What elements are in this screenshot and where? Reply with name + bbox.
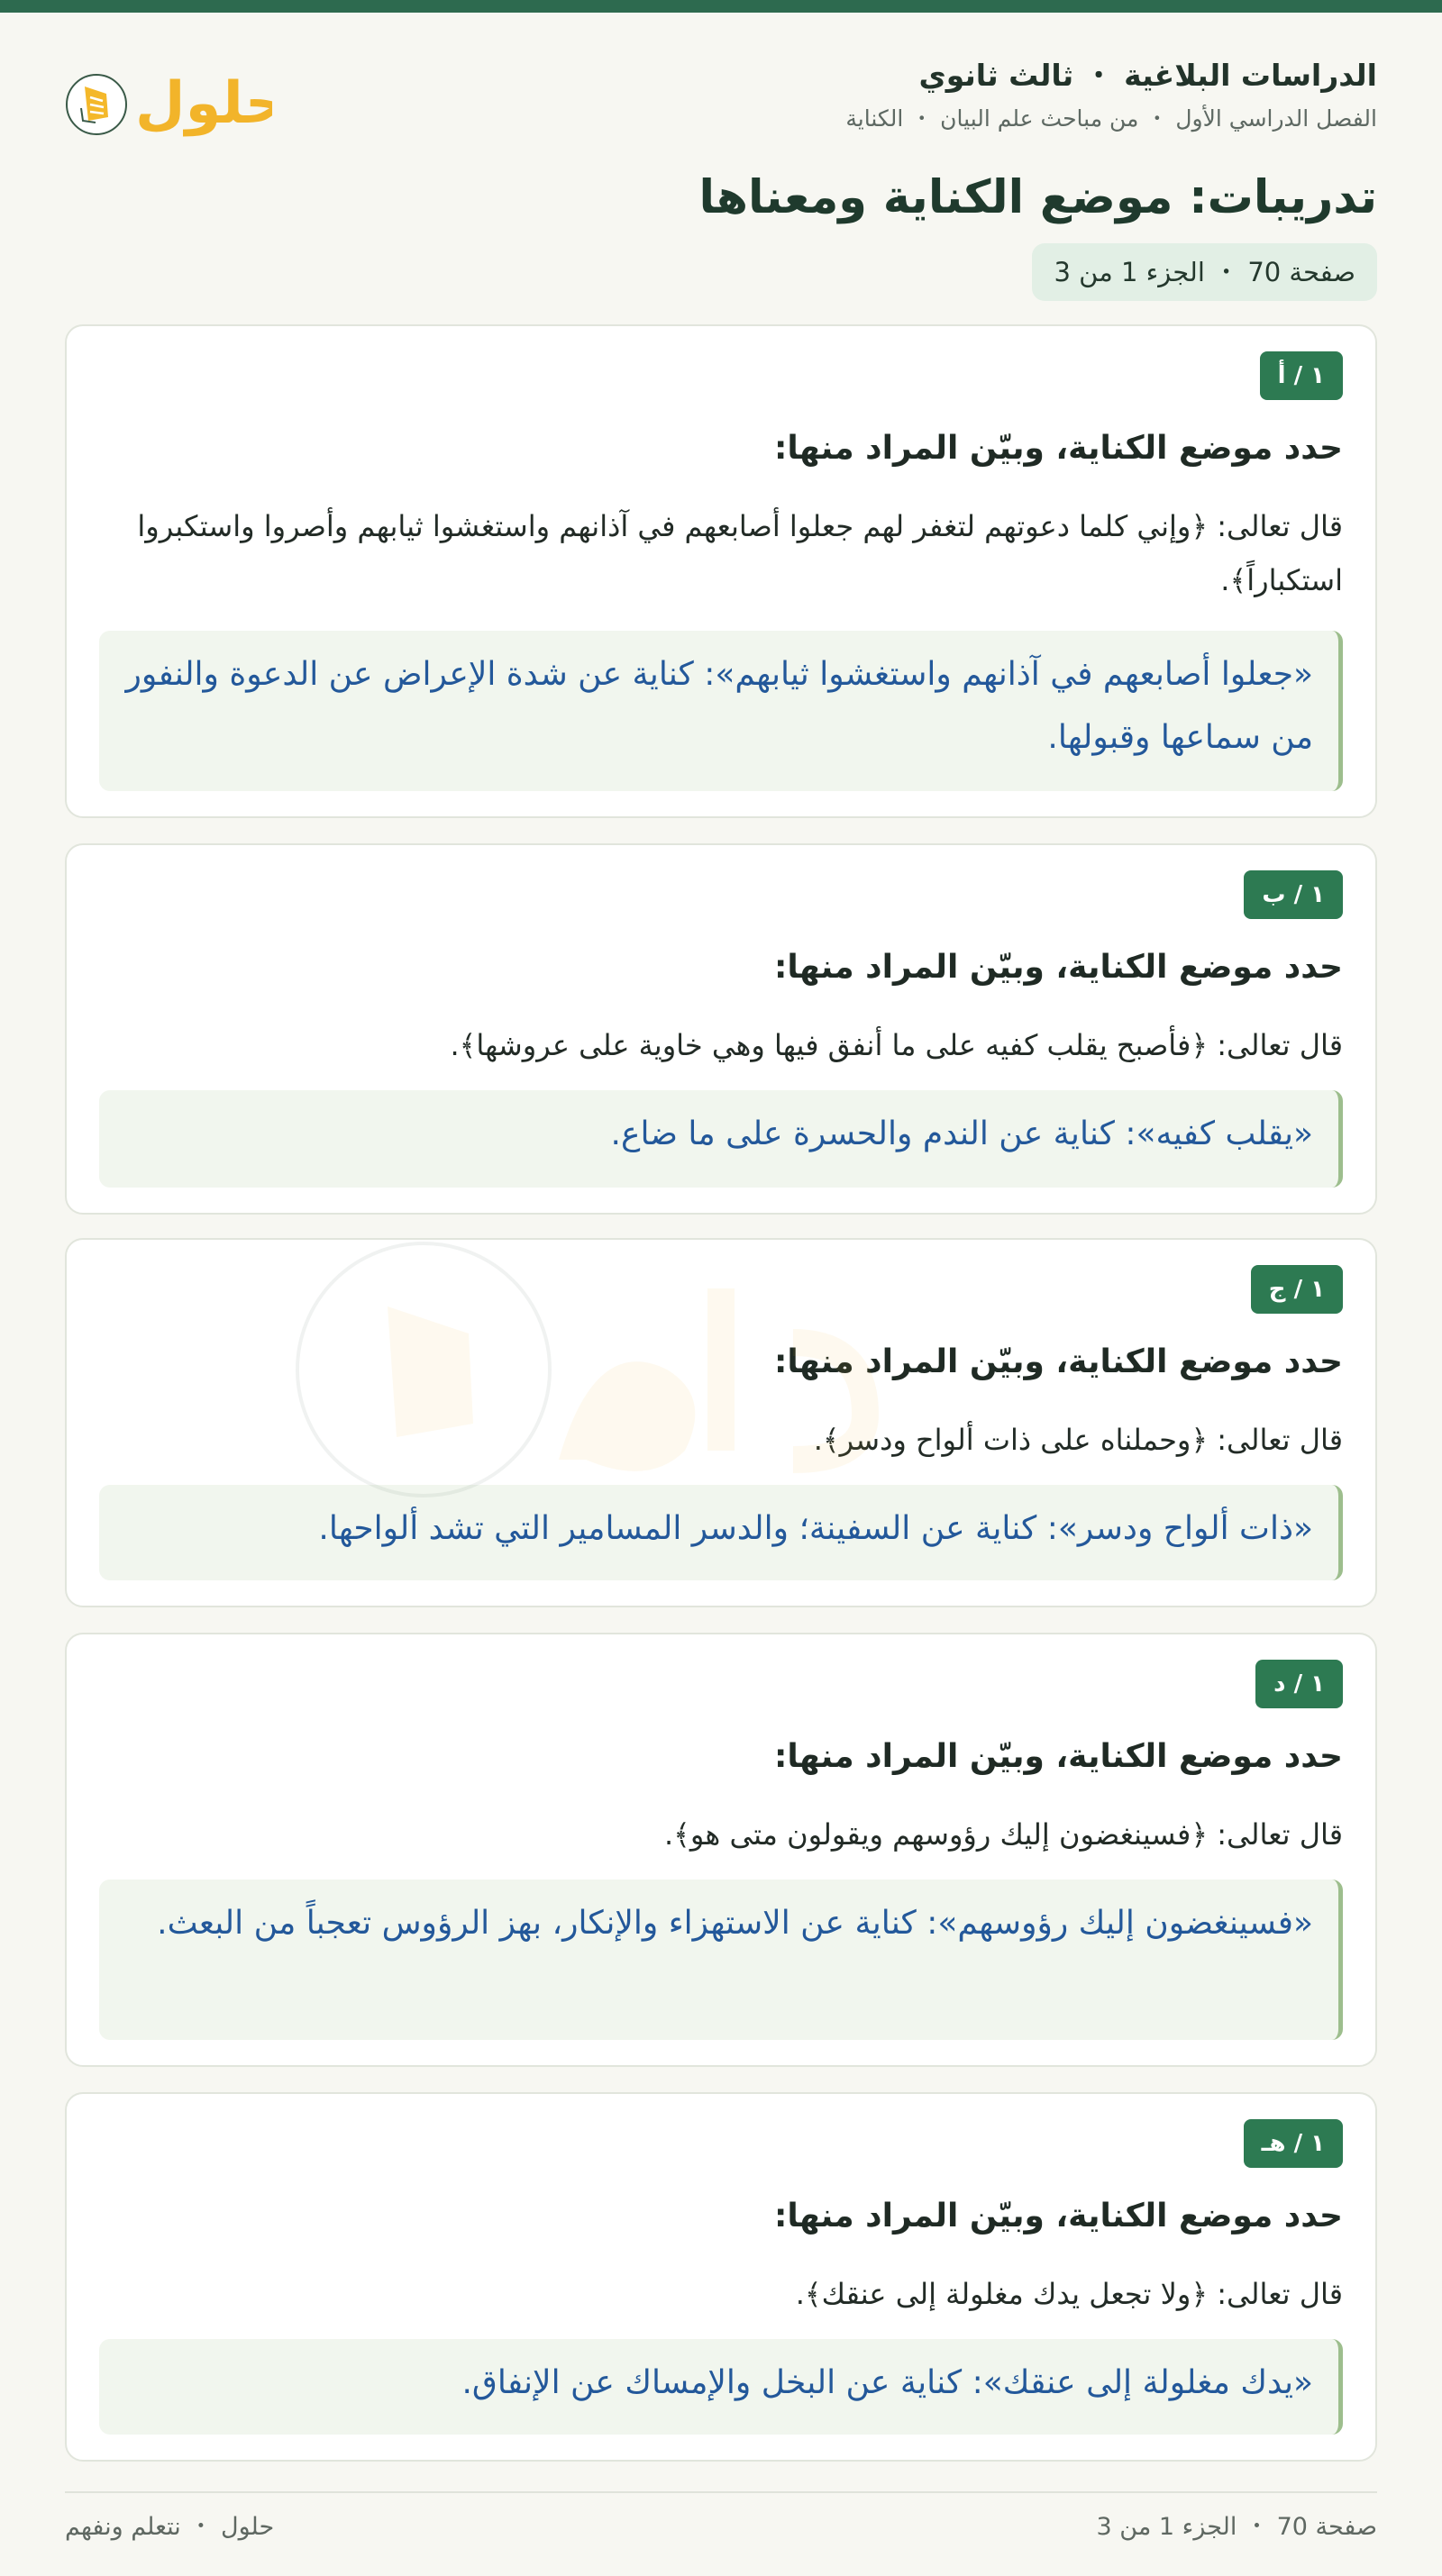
exercise-question: حدد موضع الكناية، وبيّن المراد منها: <box>773 949 1343 986</box>
exercise-card <box>65 2092 1377 2462</box>
exercise-card <box>65 843 1377 1215</box>
footer-divider <box>65 2491 1377 2493</box>
exercise-card <box>65 324 1377 818</box>
exercise-question: حدد موضع الكناية، وبيّن المراد منها: <box>773 430 1343 467</box>
exercise-answer: «فسينغضون إليك رؤوسهم»: كناية عن الاستهزاء والإنكار، بهز الرؤوس تعجباً من البعث. <box>99 1880 1343 2040</box>
top-accent-bar <box>0 0 1442 13</box>
breadcrumb: الفصل الدراسي الأول ・ من مباحث علم البيان ・ الكناية <box>845 105 1377 132</box>
footer-brand: حلول ・ نتعلم ونفهم <box>65 2513 275 2541</box>
exercise-question: حدد موضع الكناية، وبيّن المراد منها: <box>773 1343 1343 1380</box>
exercise-label: ١ / أ <box>1260 351 1343 400</box>
exercise-verse: قال تعالى: ﴿ولا تجعل يدك مغلولة إلى عنقك﴾. <box>795 2277 1343 2311</box>
page-badge: صفحة 70 ・ الجزء 1 من 3 <box>1032 243 1377 301</box>
exercise-label: ١ / ب <box>1244 870 1343 919</box>
book-icon <box>65 58 272 148</box>
exercise-question: حدد موضع الكناية، وبيّن المراد منها: <box>773 2198 1343 2235</box>
hulul-logo[interactable] <box>65 58 272 148</box>
page-header <box>65 52 1377 151</box>
exercise-question: حدد موضع الكناية، وبيّن المراد منها: <box>773 1738 1343 1775</box>
exercise-card <box>65 1633 1377 2067</box>
header-titles <box>845 52 1377 139</box>
exercise-verse: قال تعالى: ﴿فأصبح يقلب كفيه على ما أنفق فيها وهي خاوية على عروشها﴾. <box>450 1028 1343 1062</box>
exercise-label: ١ / ج <box>1251 1265 1343 1314</box>
logo-wordmark: حلول <box>135 70 272 137</box>
exercise-verse: قال تعالى: ﴿فسينغضون إليك رؤوسهم ويقولون متى هو﴾. <box>663 1817 1343 1852</box>
exercise-answer: «ذات ألواح ودسر»: كناية عن السفينة؛ والدسر المسامير التي تشد ألواحها. <box>99 1485 1343 1580</box>
exercise-answer: «يقلب كفيه»: كناية عن الندم والحسرة على ما ضاع. <box>99 1090 1343 1188</box>
footer-page-info: صفحة 70 ・ الجزء 1 من 3 <box>1096 2513 1377 2541</box>
subject-title: الدراسات البلاغية ・ ثالث ثانوي <box>918 58 1377 93</box>
logo-watermark-icon <box>288 1234 919 1505</box>
exercise-label: ١ / هـ <box>1244 2119 1343 2168</box>
exercise-answer: «يدك مغلولة إلى عنقك»: كناية عن البخل والإمساك عن الإنفاق. <box>99 2339 1343 2435</box>
exercise-answer: «جعلوا أصابعهم في آذانهم واستغشوا ثيابهم»: كناية عن شدة الإعراض عن الدعوة والنفور من سماعها وقبولها. <box>99 631 1343 791</box>
exercise-verse: قال تعالى: ﴿وإني كلما دعوتهم لتغفر لهم جعلوا أصابعهم في آذانهم واستغشوا ثيابهم وأصروا واستكبروا استكباراً﴾. <box>137 509 1343 597</box>
exercise-label: ١ / د <box>1255 1660 1343 1708</box>
exercise-verse: قال تعالى: ﴿وحملناه على ذات ألواح ودسر﴾. <box>813 1423 1343 1457</box>
page-title: تدريبات: موضع الكناية ومعناها <box>698 171 1377 224</box>
